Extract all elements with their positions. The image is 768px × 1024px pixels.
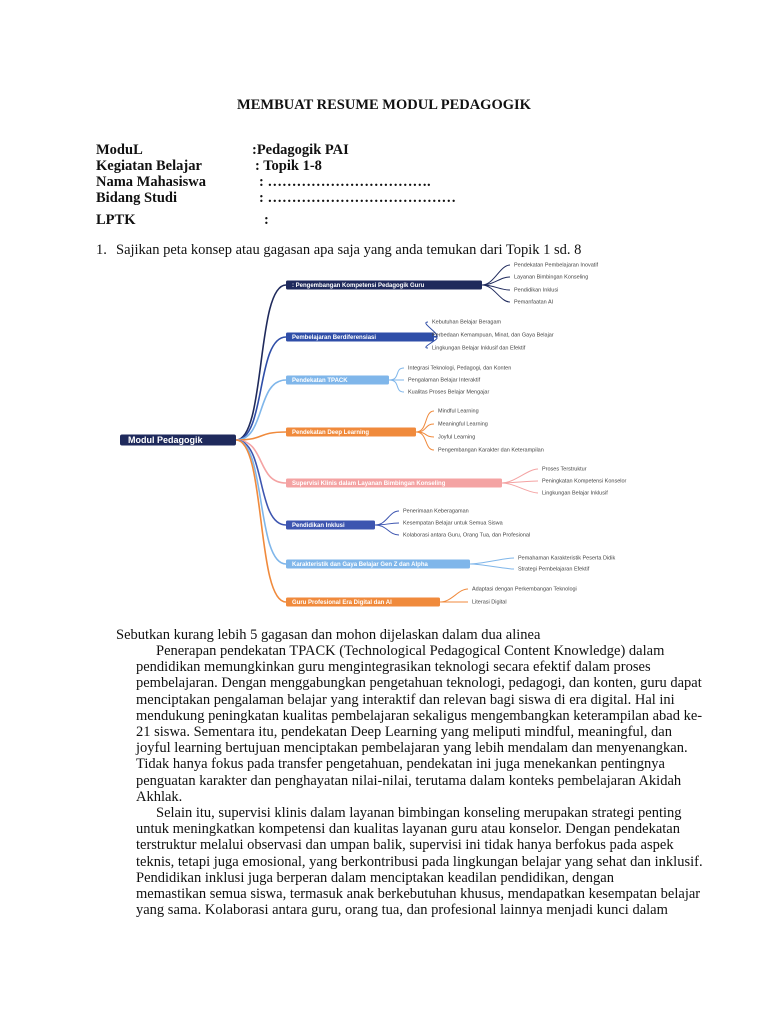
- answer-body: [136, 643, 703, 919]
- question-text: Sajikan peta konsep atau gagasan apa saja yang anda temukan dari Topik 1 sd. 8: [116, 242, 582, 258]
- branch-label: Karakteristik dan Gaya Belajar Gen Z dan Alpha: [292, 562, 428, 569]
- leaf-label: Peningkatan Kompetensi Konselor: [542, 478, 627, 485]
- paragraph-line: pembelajaran. Dengan menggabungkan pengetahuan teknologi, pedagogi, dan konten, guru dapat: [136, 675, 702, 692]
- concept-map: [118, 259, 660, 611]
- meta-value: : …………………………….: [259, 174, 431, 190]
- paragraph-line: penguatan karakter dan penghayatan nilai-nilai, terutama dalam konteks pembelajaran Akidah: [136, 772, 682, 789]
- leaf-label: Adaptasi dengan Perkembangan Teknologi: [472, 586, 577, 593]
- meta-value: : Topik 1-8: [255, 158, 322, 174]
- paragraph-line: 21 siswa. Sementara itu, pendekatan Deep Learning yang meliputi mindful, meaningful, dan: [136, 724, 672, 741]
- meta-label: LPTK: [96, 212, 136, 228]
- root-connector: [236, 285, 286, 440]
- leaf-label: Literasi Digital: [472, 599, 507, 606]
- paragraph-line: yang sama. Kolaborasi antara guru, orang tua, dan profesional lainnya menjadi kunci dalam: [136, 902, 668, 919]
- leaf-connector: [375, 525, 399, 535]
- paragraph-line: mendukung peningkatan kualitas pembelajaran sekaligus mengembangkan keterampilan abad ke-: [136, 707, 703, 724]
- leaf-label: Kesempatan Belajar untuk Semua Siswa: [403, 520, 503, 527]
- answer-paragraph-1: [136, 643, 703, 805]
- leaf-label: Proses Terstruktur: [542, 466, 587, 473]
- leaf-connector: [470, 564, 514, 569]
- paragraph-line: pendidikan memungkinkan guru mengintegrasikan teknologi secara efektif dalam proses: [136, 659, 651, 676]
- leaf-label: Pendekatan Pembelajaran Inovatif: [514, 262, 599, 269]
- leaf-label: Meaningful Learning: [438, 421, 488, 428]
- root-connector: [236, 440, 286, 602]
- meta-label: Nama Mahasiswa: [96, 174, 206, 190]
- meta-label: Kegiatan Belajar: [96, 158, 202, 174]
- paragraph-line: terstruktur melalui observasi dan umpan balik, supervisi ini tidak hanya berfokus pada aspek: [136, 837, 674, 854]
- paragraph-line: Selain itu, supervisi klinis dalam layanan bimbingan konseling merupakan strategi penting: [156, 805, 682, 822]
- root-label: Modul Pedagogik: [128, 434, 203, 445]
- root-connector: [236, 440, 286, 564]
- leaf-label: Pendidikan Inklusi: [514, 287, 559, 294]
- branch-label: : Pengembangan Kompetensi Pedagogik Guru: [292, 283, 425, 290]
- leaf-label: Strategi Pembelajaran Efektif: [518, 566, 590, 573]
- paragraph-line: joyful learning bertujuan menciptakan pembelajaran yang lebih mendalam dan menyenangkan.: [136, 740, 688, 757]
- instruction-text: Sebutkan kurang lebih 5 gagasan dan mohon dijelaskan dalam dua alinea: [116, 627, 541, 643]
- leaf-label: Kolaborasi antara Guru, Orang Tua, dan Profesional: [403, 532, 531, 539]
- leaf-label: Pemanfaatan AI: [514, 299, 554, 306]
- paragraph-line: Akhlak.: [136, 788, 183, 805]
- leaf-label: Joyful Learning: [438, 434, 476, 441]
- leaf-connector: [482, 265, 510, 285]
- paragraph-line: untuk meningkatkan kompetensi dan kualitas layanan guru atau konselor. Dengan pendekatan: [136, 821, 680, 838]
- leaf-label: Penerimaan Keberagaman: [403, 508, 469, 515]
- paragraph-line: menciptakan pengalaman belajar yang interaktif dan relevan bagi siswa di era digital. Hal ini: [136, 691, 675, 708]
- branch-label: Supervisi Klinis dalam Layanan Bimbingan Konseling: [292, 481, 446, 488]
- meta-value: :Pedagogik PAI: [252, 142, 349, 158]
- leaf-label: Integrasi Teknologi, Pedagogi, dan Konten: [408, 365, 512, 372]
- question-1: [96, 242, 581, 259]
- document-title: MEMBUAT RESUME MODUL PEDAGOGIK: [237, 97, 531, 113]
- concept-map-diagram: [118, 259, 660, 611]
- root-connector: [236, 337, 286, 440]
- leaf-connector: [440, 589, 468, 602]
- branch-label: Pendekatan TPACK: [292, 378, 348, 385]
- meta-value: : …………………………………: [259, 190, 456, 206]
- leaf-label: Kualitas Proses Belajar Mengajar: [408, 389, 490, 396]
- leaf-connector: [389, 380, 404, 392]
- leaf-label: Pemahaman Karakteristik Peserta Didik: [518, 555, 616, 562]
- branch-label: Pembelajaran Berdiferensiasi: [292, 335, 377, 342]
- meta-label: Bidang Studi: [96, 190, 178, 206]
- leaf-connector: [375, 523, 399, 525]
- leaf-label: Perbedaan Kemampuan, Minat, dan Gaya Belajar: [432, 332, 554, 339]
- leaf-label: Lingkungan Belajar Inklusif dan Efektif: [432, 345, 526, 352]
- paragraph-line: memastikan semua siswa, termasuk anak berkebutuhan khusus, mendapatkan kesempatan belajar: [136, 886, 701, 903]
- leaf-connector: [502, 483, 538, 493]
- leaf-connector: [389, 368, 404, 380]
- leaf-label: Pengembangan Karakter dan Keterampilan: [438, 447, 544, 454]
- leaf-label: Kebutuhan Belajar Beragam: [432, 319, 502, 326]
- branch-label: Pendekatan Deep Learning: [292, 430, 370, 437]
- leaf-label: Layanan Bimbingan Konseling: [514, 274, 589, 281]
- branch-label: Guru Profesional Era Digital dan AI: [292, 600, 392, 607]
- paragraph-line: Penerapan pendekatan TPACK (Technological Pedagogical Content Knowledge) dalam: [156, 643, 665, 659]
- answer-paragraph-2: [136, 805, 703, 919]
- meta-value: :: [264, 212, 269, 228]
- leaf-label: Pengalaman Belajar Interaktif: [408, 377, 481, 384]
- leaf-connector: [416, 424, 434, 432]
- leaf-label: Mindful Learning: [438, 408, 479, 415]
- paragraph-line: teknis, tetapi juga emosional, yang berkontribusi pada lingkungan belajar yang sehat dan inklusif.: [136, 853, 703, 870]
- paragraph-line: Pendidikan inklusi juga berperan dalam menciptakan keadilan pendidikan, dengan: [136, 869, 614, 886]
- meta-label: ModuL: [96, 142, 143, 158]
- leaf-connector: [416, 432, 434, 450]
- leaf-label: Lingkungan Belajar Inklusif: [542, 490, 608, 497]
- leaf-connector: [470, 558, 514, 564]
- question-number: 1.: [96, 242, 107, 258]
- root-connector: [236, 440, 286, 483]
- paragraph-line: Tidak hanya fokus pada transfer pengetahuan, pendekatan ini juga menekankan pentingnya: [136, 756, 665, 773]
- branch-label: Pendidikan Inklusi: [292, 523, 345, 530]
